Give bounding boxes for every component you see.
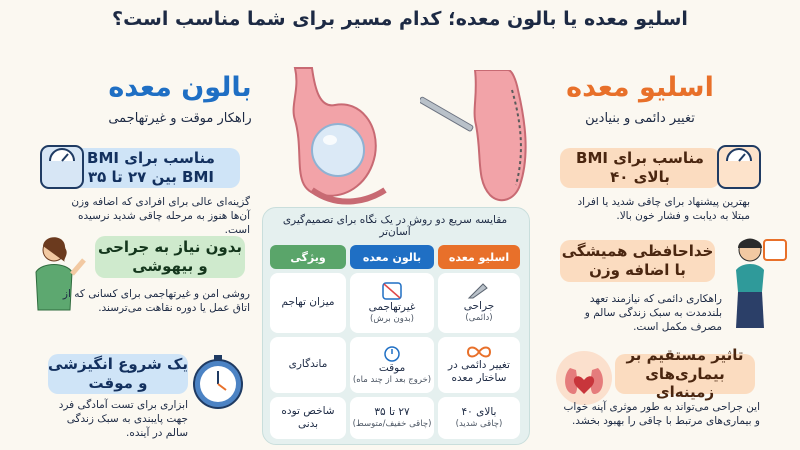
stomach-sleeve-illustration (420, 70, 550, 210)
balloon-nosurgery-title: بدون نیاز به جراحی و بیهوشی (95, 236, 245, 278)
balloon-start-desc: ابزاری برای تست آمادگی فرد جهت پایبندی به سبک زندگی سالم در آینده. (58, 399, 188, 440)
header-sleeve: اسلیو معده (438, 245, 520, 269)
cell-subtext: (چاقی خفیف/متوسط) (352, 419, 432, 430)
infinity-icon (466, 345, 492, 359)
stopwatch-small-icon (383, 344, 401, 362)
cell-subtext: (دائمی) (465, 313, 493, 324)
sleeve-impact-title: تاثیر مستقیم بر بیماری‌های زمینه‌ای (615, 354, 755, 394)
cell-text: ۲۷ تا ۳۵ (374, 406, 410, 419)
sleeve-impact-desc: این جراحی می‌تواند به طور موثری آپنه خواب و بیماری‌های مرتبط با چاقی را بهبود بخشد. (563, 401, 760, 428)
no-incision-icon (381, 281, 403, 301)
cell-text: بالای ۴۰ (461, 406, 497, 419)
cell-text: غیرتهاجمی (368, 301, 416, 314)
page-title: اسلیو معده یا بالون معده؛ کدام مسیر برای شما مناسب است؟ (112, 8, 688, 30)
cell-text: موقت (378, 362, 406, 375)
balloon-start-title: یک شروع انگیزشی و موقت (48, 355, 188, 392)
cell-text: ماندگاری (288, 358, 328, 371)
scale-icon (38, 143, 86, 191)
balloon-heading: بالون معده (108, 72, 252, 103)
stopwatch-icon (188, 352, 248, 412)
table-cell-feature-bmi (270, 397, 346, 439)
comparison-title: مقایسه سریع دو روش در یک نگاه برای تصمیم‌گیری آسان‌تر (282, 214, 508, 238)
table-cell-balloon-durability (350, 337, 434, 393)
cell-text: شاخص توده بدنی (281, 404, 335, 430)
sleeve-bmi-title: مناسب برای BMI بالای ۴۰ (560, 148, 720, 188)
table-cell-feature-durability (270, 337, 346, 393)
cell-subtext: (خروج بعد از چند ماه) (352, 375, 432, 386)
cell-text: تغییر دائمی در ساختار معده (448, 358, 510, 384)
table-cell-sleeve-invasiveness (438, 273, 520, 333)
table-cell-sleeve-bmi (438, 397, 520, 439)
sleeve-bmi-desc: بهترین پیشنهاد برای چاقی شدید یا افراد مبتلا به دیابت و فشار خون بالا. (577, 196, 750, 223)
scale-icon (715, 143, 763, 191)
header-balloon: بالون معده (350, 245, 434, 269)
sleeve-goodbye-desc: راهکاری دائمی که نیازمند تعهد بلندمدت به سبک زندگی سالم و مصرف مکمل است. (584, 293, 722, 334)
sleeve-goodbye-title: خداحافظی همیشگی با اضافه وزن (560, 240, 715, 282)
table-cell-feature-invasiveness (270, 273, 346, 333)
balloon-bmi-desc: گزینه‌ای عالی برای افرادی که اضافه وزن آن‌ها هنوز به مرحله چاقی شدید نرسیده است. (71, 196, 250, 237)
table-cell-sleeve-durability (438, 337, 520, 393)
sleeve-heading: اسلیو معده (566, 72, 714, 103)
balloon-subheading: راهکار موقت و غیرتهاجمی (108, 111, 252, 126)
cell-text: میزان تهاجم (281, 296, 335, 309)
scalpel-icon (467, 282, 491, 300)
stomach-balloon-illustration (250, 60, 400, 210)
balloon-bmi-title: مناسب برای BMI BMI بین ۲۷ تا ۳۵ (62, 148, 240, 188)
calendar-icon (764, 240, 786, 260)
cell-text: جراحی (463, 300, 495, 313)
table-cell-balloon-invasiveness (350, 273, 434, 333)
header-feature: ویژگی (270, 245, 346, 269)
table-cell-balloon-bmi (350, 397, 434, 439)
cell-subtext: (چاقی شدید) (455, 419, 503, 430)
cell-subtext: (بدون برش) (370, 314, 414, 325)
sleeve-subheading: تغییر دائمی و بنیادین (585, 111, 695, 126)
balloon-nosurgery-desc: روشی امن و غیرتهاجمی برای کسانی که از اتاق عمل یا دوره نقاهت می‌ترسند. (62, 288, 250, 315)
